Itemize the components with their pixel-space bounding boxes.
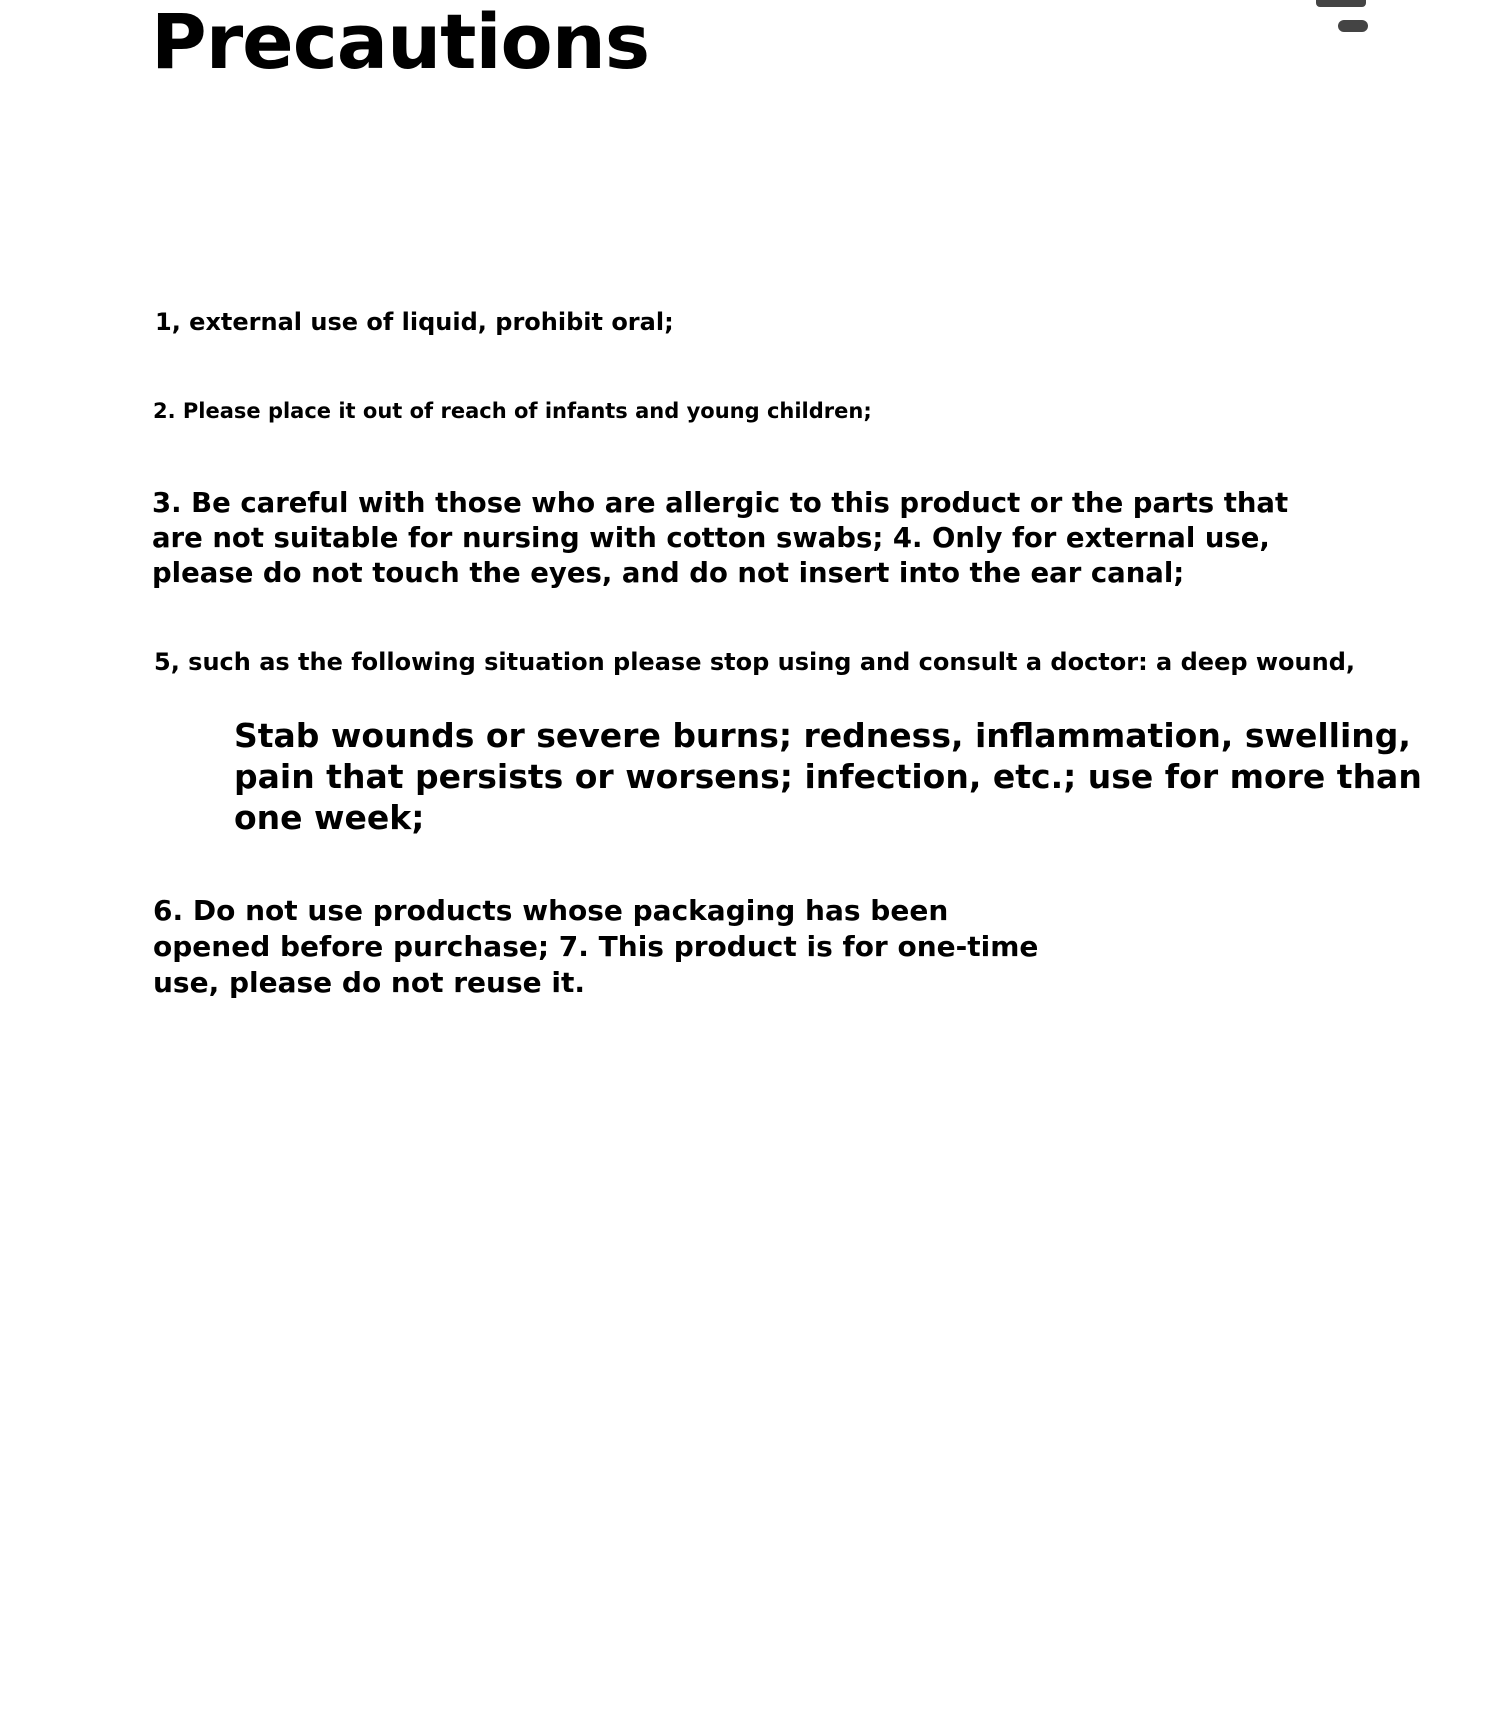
- precaution-item-3-line: please do not touch the eyes, and do not insert into the ear canal;: [152, 557, 1185, 589]
- precaution-item-5-line: pain that persists or worsens; infection, etc.; use for more than: [234, 757, 1422, 796]
- scroll-indicator-icon[interactable]: [1316, 0, 1370, 34]
- precaution-item-3-line: 3. Be careful with those who are allergic to this product or the parts that: [152, 487, 1289, 519]
- precaution-item-5-line: one week;: [234, 798, 425, 837]
- precaution-item-5: 5, such as the following situation please stop using and consult a doctor: a deep wound,: [154, 648, 1356, 676]
- precaution-item-6-line: opened before purchase; 7. This product is for one-time: [153, 930, 1039, 963]
- precaution-item-6-7: [153, 893, 1038, 1001]
- precaution-item-2: 2. Please place it out of reach of infants and young children;: [153, 399, 872, 423]
- scroll-indicator-bar: [1316, 0, 1366, 7]
- precaution-item-5-line: Stab wounds or severe burns; redness, inflammation, swelling,: [234, 716, 1411, 755]
- precaution-item-3-4: [152, 486, 1289, 591]
- precaution-item-3-line: are not suitable for nursing with cotton swabs; 4. Only for external use,: [152, 522, 1270, 554]
- precaution-item-5-continued: [234, 715, 1422, 838]
- precaution-item-6-line: 6. Do not use products whose packaging has been: [153, 894, 949, 927]
- precaution-item-6-line: use, please do not reuse it.: [153, 966, 585, 999]
- scroll-indicator-thumb: [1338, 20, 1368, 32]
- page-title: Precautions: [151, 0, 650, 86]
- precaution-item-1: 1, external use of liquid, prohibit oral;: [155, 308, 674, 336]
